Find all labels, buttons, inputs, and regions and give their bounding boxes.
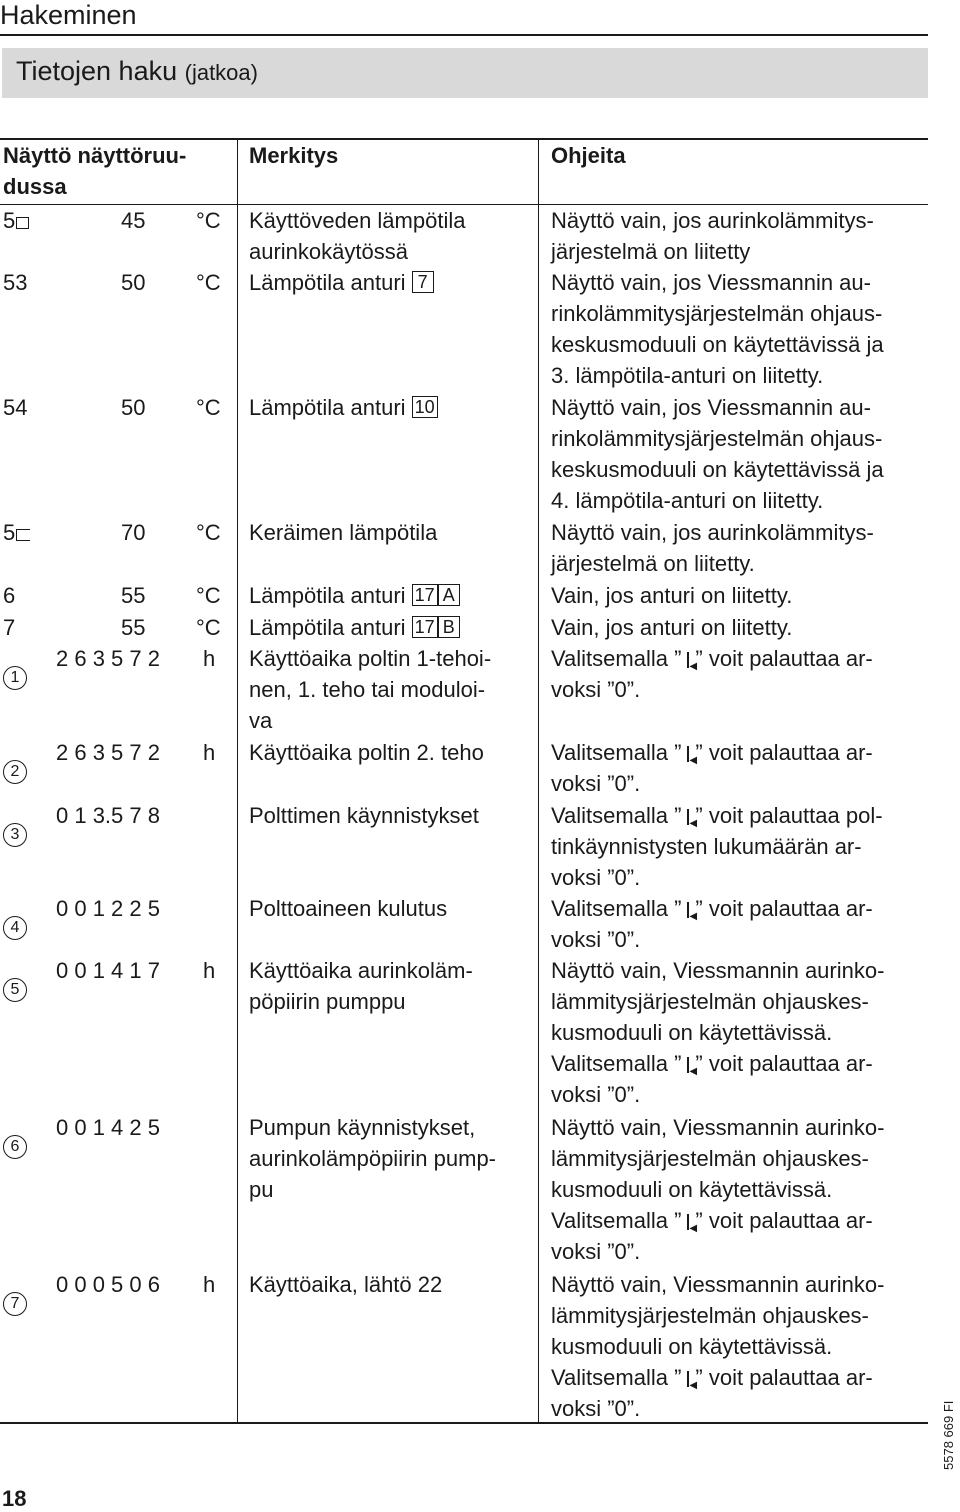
header-meaning: Merkitys [249, 143, 339, 168]
display-value: 2 6 3 5 7 2 [56, 740, 160, 765]
display-code-text: 5 [3, 208, 16, 233]
title-band [2, 48, 928, 98]
meaning-text: Lämpötila anturi [249, 270, 406, 295]
meaning-cell [249, 612, 460, 643]
instruction-cell [551, 612, 792, 643]
meaning-cell [249, 392, 438, 423]
instruction-cell [551, 800, 883, 893]
terminal-label: 17 [412, 584, 438, 606]
reset-instruction-prefix: Valitsemalla ” [551, 896, 682, 921]
instruction-cell [551, 392, 884, 516]
reset-instruction-suffix: ” voit palauttaa ar- voksi ”0”. [551, 1208, 873, 1264]
callout-marker: 6 [3, 1135, 27, 1159]
display-value: 50 [121, 270, 146, 295]
collector-icon [16, 529, 30, 541]
display-unit: h [203, 958, 216, 983]
meaning-cell [249, 1112, 496, 1205]
reset-key-icon [681, 652, 695, 668]
reset-instruction-prefix: Valitsemalla ” [551, 1365, 682, 1390]
instruction-cell [551, 205, 874, 267]
meaning-cell [249, 267, 434, 298]
display-code [3, 205, 29, 236]
instruction-text: Näyttö vain, Viessmannin aurinko- lämmitysjärjestelmän ohjauskes- kusmoduuli on käytettävissä. [551, 1115, 885, 1202]
instruction-text: Näyttö vain, jos aurinkolämmitys- järjestelmä on liitetty [551, 208, 874, 264]
display-value: 55 [121, 583, 146, 608]
callout-marker: 1 [3, 666, 27, 690]
document-code: 5578 669 FI [941, 1400, 956, 1470]
meaning-text: Keräimen lämpötila [249, 520, 438, 545]
display-unit: °C [196, 520, 221, 545]
meaning-cell [249, 800, 479, 831]
display-unit: °C [196, 615, 221, 640]
instruction-cell [551, 1269, 884, 1424]
callout-marker: 4 [3, 916, 27, 940]
display-unit: h [203, 1272, 216, 1297]
reset-instruction-suffix: ” voit palauttaa ar- voksi ”0”. [551, 740, 873, 796]
display-unit: h [203, 740, 216, 765]
page-number: 18 [2, 1486, 27, 1511]
title-text: Tietojen haku [16, 56, 178, 86]
instruction-text: Vain, jos anturi on liitetty. [551, 583, 793, 608]
terminal-sub-label: A [438, 584, 460, 606]
reset-key-icon [681, 902, 695, 918]
reset-instruction-prefix: Valitsemalla ” [551, 803, 682, 828]
display-code-text: 5 [3, 520, 16, 545]
display-value: 55 [121, 615, 146, 640]
display-code [3, 612, 15, 643]
meaning-text: Lämpötila anturi [249, 395, 406, 420]
reset-key-icon [681, 809, 695, 825]
terminal-label: 7 [412, 271, 434, 293]
reset-key-icon [681, 1214, 695, 1230]
meaning-text: Polttimen käynnistykset [249, 803, 479, 828]
display-unit: °C [196, 583, 221, 608]
meaning-cell [249, 893, 447, 924]
instruction-cell [551, 737, 873, 799]
meaning-cell [249, 643, 491, 736]
instruction-cell [551, 267, 884, 391]
section-heading: Hakeminen [0, 0, 137, 30]
callout-marker: 7 [3, 1292, 27, 1316]
meaning-text: Käyttöaika, lähtö 22 [249, 1272, 443, 1297]
display-code-text: 6 [3, 583, 16, 608]
meaning-text: Käyttöaika poltin 2. teho [249, 740, 484, 765]
terminal-sub-label: B [438, 616, 460, 638]
instruction-text: Vain, jos anturi on liitetty. [551, 615, 793, 640]
instruction-cell [551, 517, 874, 579]
header-instructions: Ohjeita [551, 143, 626, 168]
instruction-cell [551, 580, 792, 611]
meaning-cell [249, 955, 473, 1017]
reset-instruction-prefix: Valitsemalla ” [551, 646, 682, 671]
reset-instruction-prefix: Valitsemalla ” [551, 1208, 682, 1233]
display-code [3, 267, 27, 298]
display-value: 50 [121, 395, 146, 420]
instruction-text: Näyttö vain, jos aurinkolämmitys- järjestelmä on liitetty. [551, 520, 874, 576]
meaning-text: Käyttöaika aurinkoläm- pöpiirin pumppu [249, 958, 473, 1014]
reset-key-icon [681, 1057, 695, 1073]
reset-instruction-suffix: ” voit palauttaa ar- voksi ”0”. [551, 896, 873, 952]
title-suffix: (jatkoa) [184, 60, 258, 85]
reset-instruction-suffix: ” voit palauttaa ar- voksi ”0”. [551, 646, 873, 702]
instruction-text: Näyttö vain, Viessmannin aurinko- lämmitysjärjestelmän ohjauskes- kusmoduuli on käytettävissä. [551, 958, 885, 1045]
display-value: 0 0 0 5 0 6 [56, 1272, 160, 1297]
reset-instruction-suffix: ” voit palauttaa ar- voksi ”0”. [551, 1365, 873, 1421]
instruction-text: Näyttö vain, jos Viessmannin au- rinkolämmitysjärjestelmän ohjaus- keskusmoduuli on käytettävissä ja 4. lämpötila-anturi on liitetty. [551, 395, 884, 513]
instruction-text: Näyttö vain, jos Viessmannin au- rinkolämmitysjärjestelmän ohjaus- keskusmoduuli on käytettävissä ja 3. lämpötila-anturi on liitetty. [551, 270, 884, 388]
display-value: 45 [121, 208, 146, 233]
meaning-cell [249, 1269, 442, 1300]
meaning-text: Käyttöveden lämpötila aurinkokäytössä [249, 208, 466, 264]
display-value: 0 1 3.5 7 8 [56, 803, 160, 828]
meaning-cell [249, 737, 484, 768]
tap-water-icon [16, 217, 29, 229]
display-value: 2 6 3 5 7 2 [56, 646, 160, 671]
meaning-text: Polttoaineen kulutus [249, 896, 448, 921]
instruction-text: Näyttö vain, Viessmannin aurinko- lämmitysjärjestelmän ohjauskes- kusmoduuli on käytettävissä. [551, 1272, 885, 1359]
callout-marker: 2 [3, 760, 27, 784]
terminal-label: 17 [412, 616, 438, 638]
display-value: 0 0 1 4 2 5 [56, 1115, 160, 1140]
instruction-cell [551, 643, 873, 705]
meaning-text: Lämpötila anturi [249, 615, 406, 640]
reset-instruction-suffix: ” voit palauttaa ar- voksi ”0”. [551, 1051, 873, 1107]
meaning-cell [249, 205, 465, 267]
display-code [3, 580, 15, 611]
meaning-text: Pumpun käynnistykset, aurinkolämpöpiirin pump- pu [249, 1115, 497, 1202]
display-value: 0 0 1 2 2 5 [56, 896, 160, 921]
display-unit: °C [196, 395, 221, 420]
display-unit: °C [196, 208, 221, 233]
reset-key-icon [681, 1371, 695, 1387]
reset-instruction-prefix: Valitsemalla ” [551, 1051, 682, 1076]
callout-marker: 5 [3, 978, 27, 1002]
terminal-label: 10 [412, 396, 438, 418]
meaning-cell [249, 580, 460, 611]
display-code [3, 392, 27, 423]
meaning-text: Lämpötila anturi [249, 583, 406, 608]
callout-marker: 3 [3, 823, 27, 847]
display-code-text: 54 [3, 395, 28, 420]
display-unit: h [203, 646, 216, 671]
reset-key-icon [681, 746, 695, 762]
header-display: Näyttö näyttöruu- dussa [3, 143, 187, 199]
instruction-cell [551, 955, 884, 1110]
display-code-text: 7 [3, 615, 16, 640]
display-unit: °C [196, 270, 221, 295]
display-code-text: 53 [3, 270, 28, 295]
instruction-cell [551, 893, 873, 955]
display-value: 0 0 1 4 1 7 [56, 958, 160, 983]
data-table [0, 138, 928, 1424]
meaning-text: Käyttöaika poltin 1-tehoi- nen, 1. teho tai moduloi- va [249, 646, 492, 733]
display-code [3, 517, 30, 548]
column-divider [538, 140, 539, 1422]
display-value: 70 [121, 520, 146, 545]
header-rule [0, 34, 928, 36]
page-title [16, 56, 258, 87]
reset-instruction-suffix: ” voit palauttaa pol- tinkäynnistysten lukumäärän ar- voksi ”0”. [551, 803, 883, 890]
meaning-cell [249, 517, 437, 548]
reset-instruction-prefix: Valitsemalla ” [551, 740, 682, 765]
instruction-cell [551, 1112, 884, 1267]
column-divider [237, 140, 238, 1422]
